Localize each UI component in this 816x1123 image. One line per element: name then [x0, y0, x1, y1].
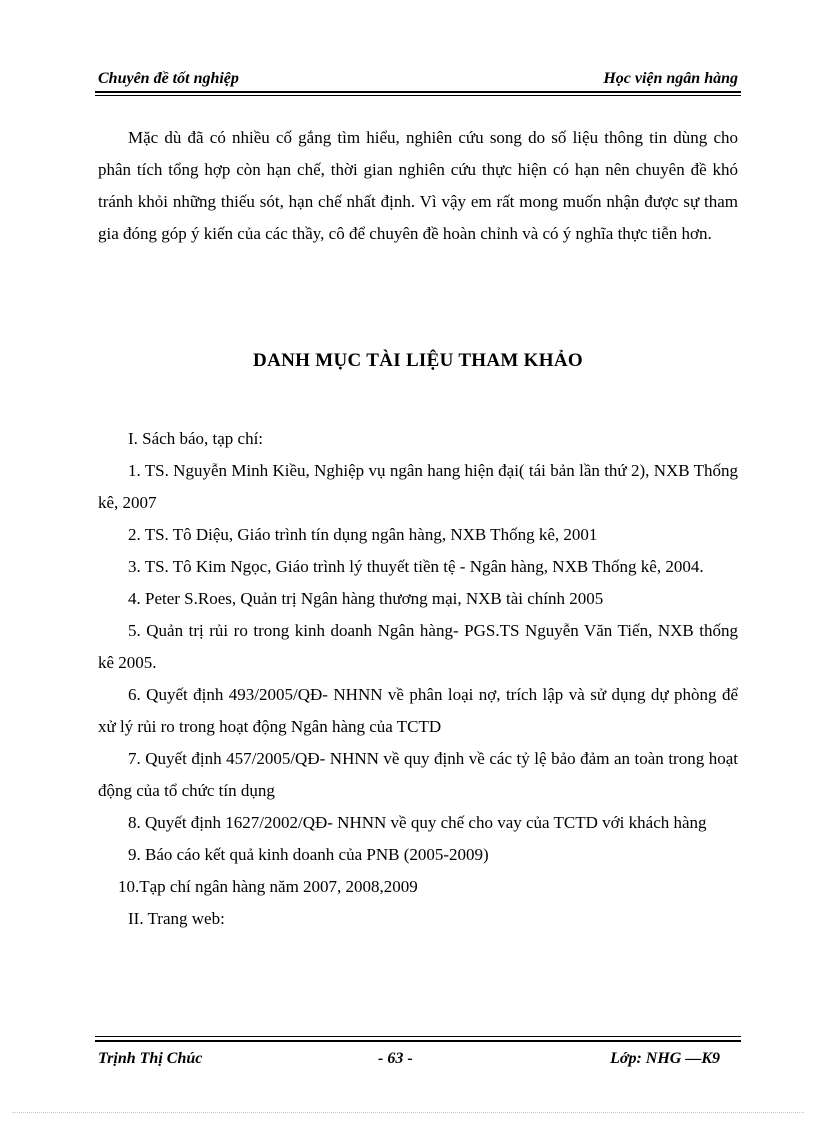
reference-item: 6. Quyết định 493/2005/QĐ- NHNN về phân loại nợ, trích lập và sử dụng dự phòng để xử lý rủi ro trong hoạt động Ngân hàng của TCTD	[98, 685, 738, 736]
footer-rule-thick	[95, 1040, 741, 1042]
references-title: DANH MỤC TÀI LIỆU THAM KHẢO	[253, 350, 583, 371]
reference-item: 9. Báo cáo kết quả kinh doanh của PNB (2005-2009)	[128, 845, 489, 864]
intro-section	[98, 122, 738, 250]
footer-class: Lớp: NHG —K9	[610, 1050, 720, 1067]
reference-item: 1. TS. Nguyễn Minh Kiều, Nghiệp vụ ngân hang hiện đại( tái bản lần thứ 2), NXB Thống kê, 2007	[98, 461, 738, 512]
reference-item: 7. Quyết định 457/2005/QĐ- NHNN về quy định về các tỷ lệ bảo đảm an toàn trong hoạt động của tổ chức tín dụng	[98, 749, 738, 800]
reference-item: 4. Peter S.Roes, Quản trị Ngân hàng thương mại, NXB tài chính 2005	[128, 589, 604, 608]
intro-paragraph: Mặc dù đã có nhiều cố gắng tìm hiểu, nghiên cứu song do số liệu thông tin dùng cho phân tích tổng hợp còn hạn chế, thời gian nghiên cứu thực hiện có hạn nên chuyên đề khó tránh khỏi những thiếu sót, hạn chế nhất định. Vì vậy em rất mong muốn nhận được sự tham gia đóng góp ý kiến của các thầy, cô để chuyên đề hoàn chỉnh và có ý nghĩa thực tiễn hơn.	[98, 128, 738, 243]
reference-item: 8. Quyết định 1627/2002/QĐ- NHNN về quy chế cho vay của TCTD với khách hàng	[128, 813, 707, 832]
header-rule-thick	[95, 91, 741, 93]
reference-item: 3. TS. Tô Kim Ngọc, Giáo trình lý thuyết tiền tệ - Ngân hàng, NXB Thống kê, 2004.	[128, 557, 704, 576]
page-edge-divider	[12, 1112, 804, 1113]
reference-item: 10.Tạp chí ngân hàng năm 2007, 2008,2009	[118, 877, 418, 896]
references-section-heading: I. Sách báo, tạp chí:	[128, 429, 264, 448]
references-section-heading: II. Trang web:	[128, 909, 225, 928]
header-left-title: Chuyên đề tốt nghiệp	[98, 70, 239, 87]
page-header	[98, 70, 738, 90]
footer-rule-thin	[95, 1036, 741, 1037]
header-rule-thin	[95, 95, 741, 96]
reference-item: 5. Quản trị rủi ro trong kinh doanh Ngân hàng- PGS.TS Nguyễn Văn Tiến, NXB thống kê 2005.	[98, 621, 738, 672]
page-number: - 63 -	[378, 1050, 413, 1067]
page-footer	[98, 1050, 738, 1070]
references-list	[98, 423, 738, 935]
footer-author: Trịnh Thị Chúc	[98, 1050, 203, 1067]
reference-item: 2. TS. Tô Diệu, Giáo trình tín dụng ngân hàng, NXB Thống kê, 2001	[128, 525, 598, 544]
header-right-title: Học viện ngân hàng	[603, 70, 738, 87]
